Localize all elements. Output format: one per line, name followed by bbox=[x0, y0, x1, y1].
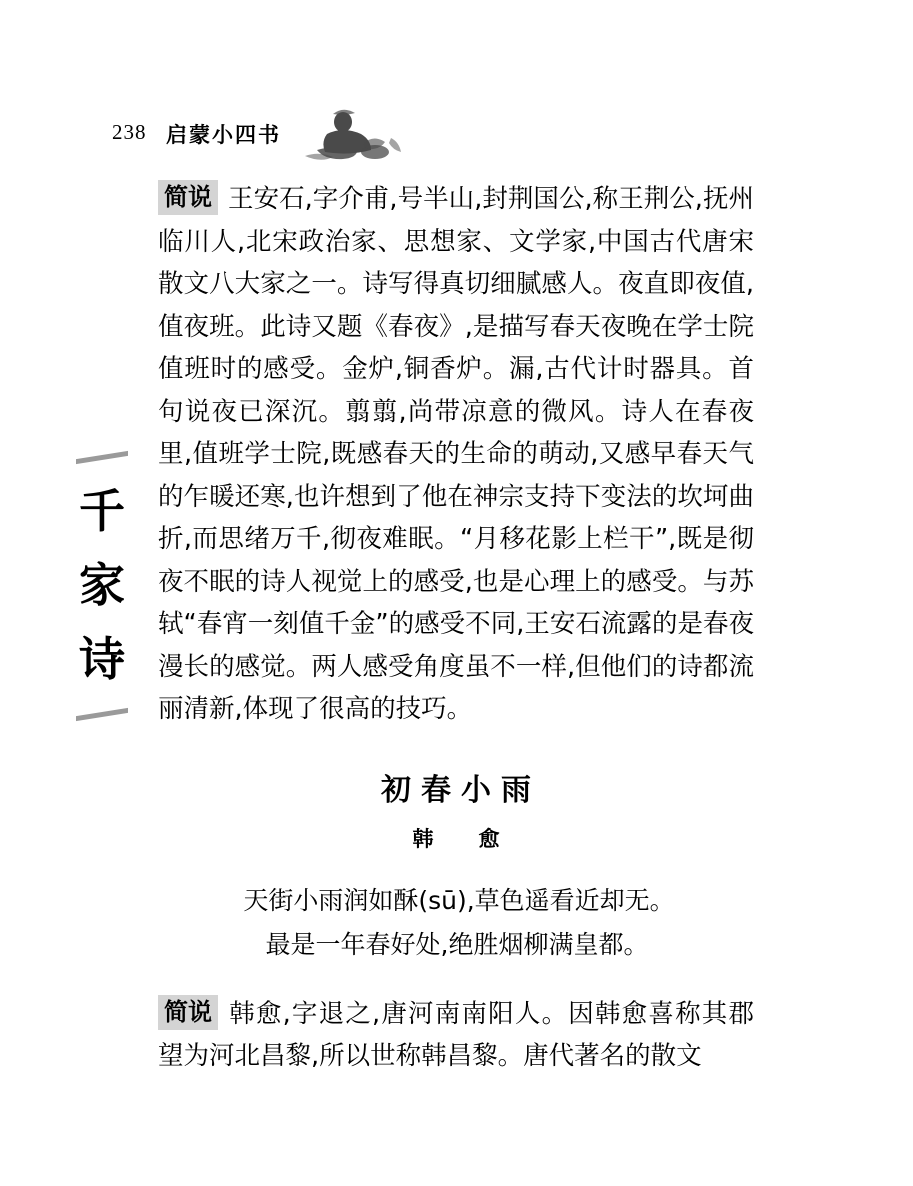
side-tab-rule-top bbox=[76, 451, 128, 464]
commentary-label-2: 简说 bbox=[158, 995, 218, 1030]
brush-painting-ornament bbox=[297, 108, 407, 164]
poem-author: 韩 愈 bbox=[412, 826, 512, 851]
side-tab-char-3: 诗 bbox=[79, 632, 125, 686]
poem-block bbox=[158, 765, 754, 967]
commentary-paragraph-2 bbox=[158, 993, 754, 1078]
commentary-paragraph-1 bbox=[158, 178, 754, 731]
side-tab-label bbox=[62, 474, 142, 696]
commentary-text-2: 韩愈,字退之,唐河南南阳人。因韩愈喜称其郡望为河北昌黎,所以世称韩昌黎。唐代著名的散文 bbox=[158, 998, 754, 1071]
poem-line-1: 天街小雨润如酥(sū),草色遥看近却无。 bbox=[243, 885, 675, 915]
commentary-text-1: 王安石,字介甫,号半山,封荆国公,称王荆公,抚州临川人,北宋政治家、思想家、文学家,中国古代唐宋散文八大家之一。诗写得真切细腻感人。夜直即夜值,值夜班。此诗又题《春夜》,是描写春天夜晚在学士院值班时的感受。金炉,铜香炉。漏,古代计时器具。首句说夜已深沉。翦翦,尚带凉意的微风。诗人在春夜里,值班学士院,既感春天的生命的萌动,又感早春天气的乍暖还寒,也许想到了他在神宗支持下变法的坎坷曲折,而思绪万千,彻夜难眠。“月移花影上栏干”,既是彻夜不眠的诗人视觉上的感受,也是心理上的感受。与苏轼“春宵一刻值千金”的感受不同,王安石流露的是春夜漫长的感觉。两人感受角度虽不一样,但他们的诗都流丽清新,体现了很高的技巧。 bbox=[158, 184, 754, 724]
page-number: 238 bbox=[112, 120, 147, 144]
running-title: 启蒙小四书 bbox=[166, 123, 281, 147]
page-content bbox=[158, 178, 754, 1078]
side-section-tab bbox=[62, 455, 142, 717]
commentary-label-1: 简说 bbox=[158, 180, 218, 215]
side-tab-char-2: 家 bbox=[79, 558, 125, 612]
poem-title: 初春小雨 bbox=[381, 772, 541, 808]
side-tab-rule-bottom bbox=[76, 708, 128, 721]
side-tab-char-1: 千 bbox=[79, 484, 125, 538]
poem-line-2: 最是一年春好处,绝胜烟柳满皇都。 bbox=[265, 929, 649, 959]
page-header bbox=[112, 108, 812, 164]
